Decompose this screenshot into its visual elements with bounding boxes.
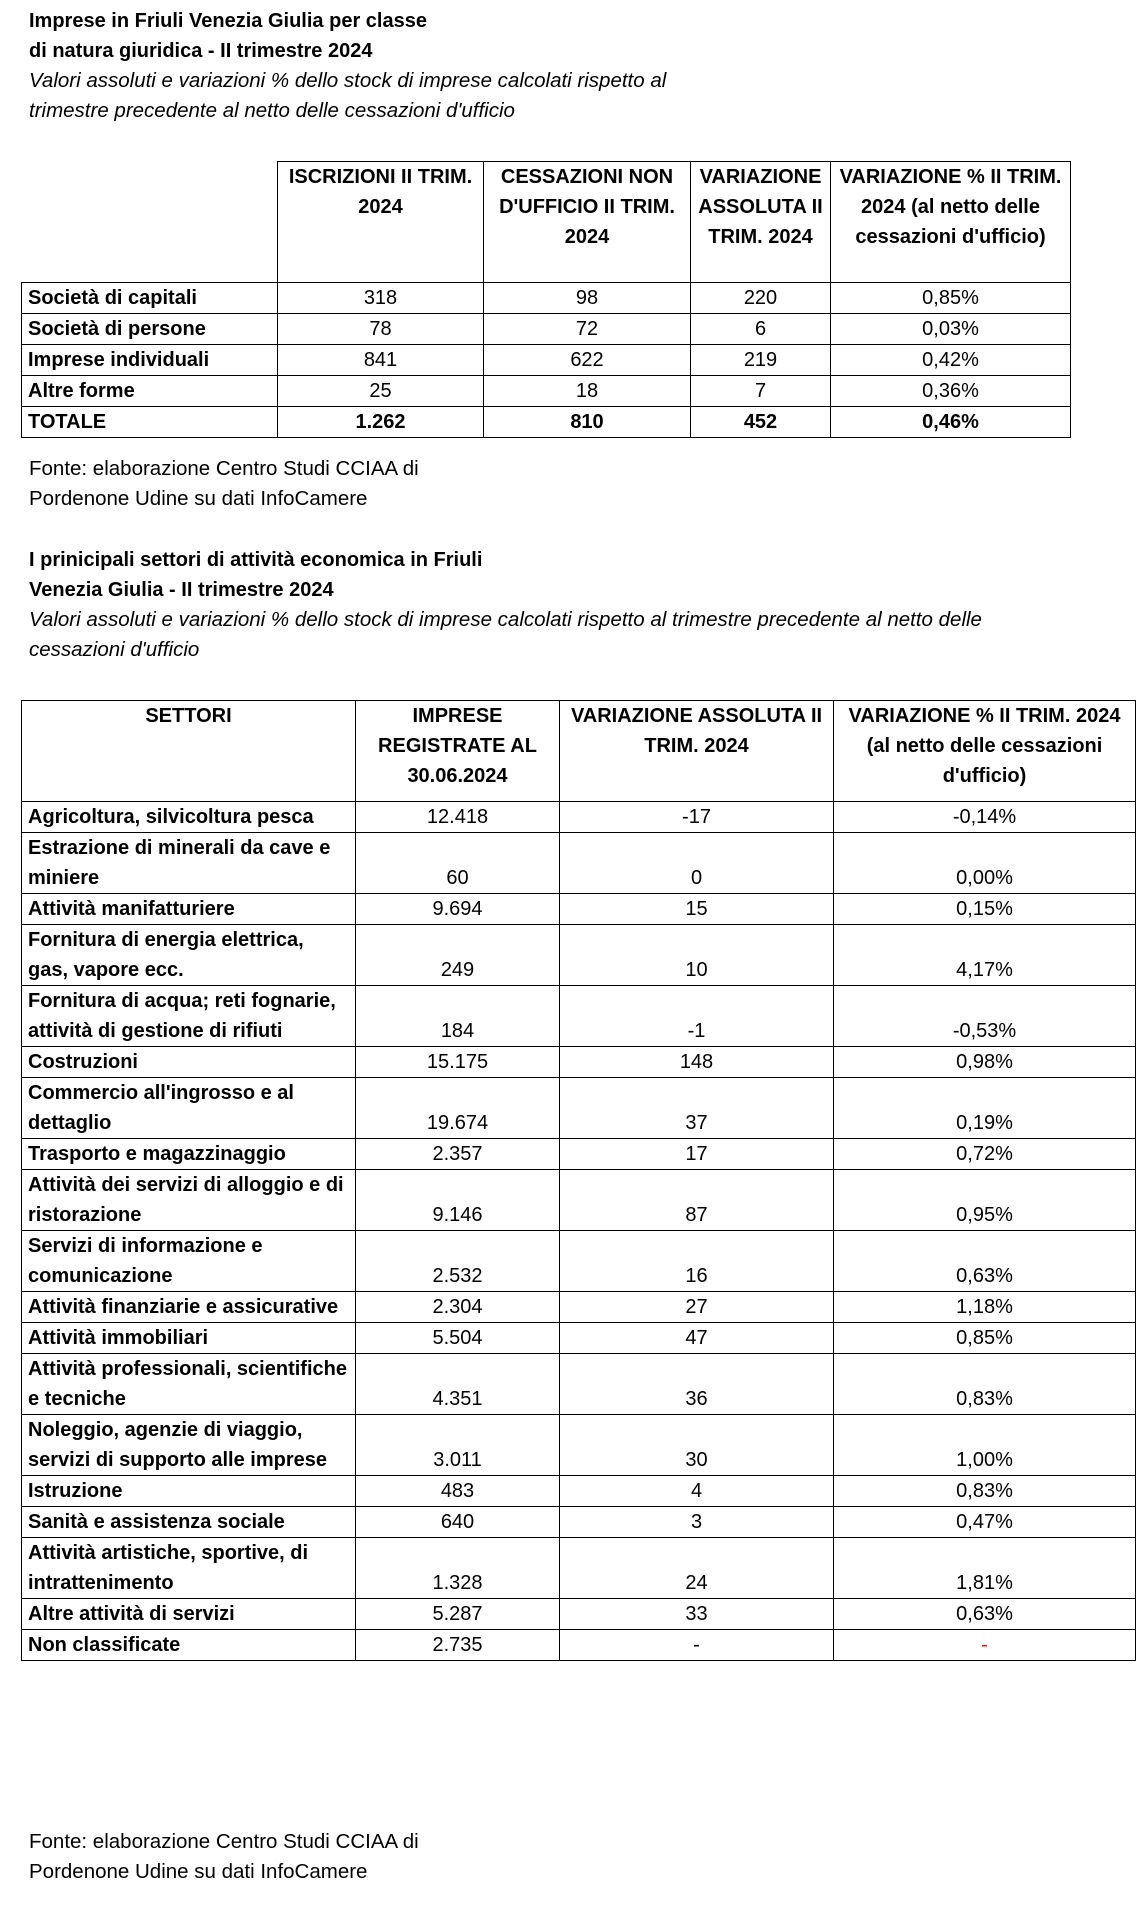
table-row — [22, 1538, 1136, 1599]
cell-variazione-assoluta: 148 — [560, 1047, 834, 1078]
table-row — [22, 925, 1136, 986]
row-label: Altre forme — [22, 376, 278, 407]
cell-cessazioni: 810 — [484, 407, 691, 438]
table-row — [22, 1476, 1136, 1507]
cell-iscrizioni: 25 — [278, 376, 484, 407]
cell-variazione-assoluta: 6 — [691, 314, 831, 345]
row-label: Istruzione — [22, 1476, 356, 1507]
cell-variazione-assoluta: 0 — [560, 833, 834, 894]
cell-imprese: 3.011 — [356, 1415, 560, 1476]
cell-imprese: 2.735 — [356, 1630, 560, 1661]
table2-title-line2: Venezia Giulia - II trimestre 2024 — [29, 579, 334, 601]
cell-variazione-percent: 0,15% — [834, 894, 1136, 925]
table-row — [22, 1231, 1136, 1292]
total-row — [22, 407, 1071, 438]
cell-imprese: 2.532 — [356, 1231, 560, 1292]
cell-variazione-assoluta: 47 — [560, 1323, 834, 1354]
header-cell-variazione-percent: VARIAZIONE % II TRIM. 2024 (al netto delle cessazioni d'ufficio) — [831, 162, 1071, 283]
row-label: Attività manifatturiere — [22, 894, 356, 925]
table-row — [22, 345, 1071, 376]
cell-variazione-percent: 0,83% — [834, 1476, 1136, 1507]
table-row — [22, 376, 1071, 407]
cell-variazione-assoluta: 219 — [691, 345, 831, 376]
cell-iscrizioni: 1.262 — [278, 407, 484, 438]
row-label: Società di persone — [22, 314, 278, 345]
cell-variazione-percent: 1,18% — [834, 1292, 1136, 1323]
cell-variazione-percent: -0,14% — [834, 802, 1136, 833]
cell-variazione-assoluta: 30 — [560, 1415, 834, 1476]
cell-cessazioni: 622 — [484, 345, 691, 376]
table-row — [22, 1047, 1136, 1078]
row-label: Servizi di informazione e comunicazione — [22, 1231, 356, 1292]
table-header-row — [22, 701, 1136, 802]
cell-variazione-assoluta: 17 — [560, 1139, 834, 1170]
table-row — [22, 833, 1136, 894]
table-row — [22, 283, 1071, 314]
table-row — [22, 1170, 1136, 1231]
cell-imprese: 9.694 — [356, 894, 560, 925]
table2-subtitle-line2: cessazioni d'ufficio — [29, 638, 200, 661]
table1-title-line1: Imprese in Friuli Venezia Giulia per classe — [29, 10, 427, 32]
cell-variazione-percent: 0,85% — [831, 283, 1071, 314]
row-label: Imprese individuali — [22, 345, 278, 376]
table-row — [22, 1292, 1136, 1323]
table1-subtitle-line2: trimestre precedente al netto delle cessazioni d'ufficio — [29, 99, 515, 122]
cell-variazione-percent: 0,85% — [834, 1323, 1136, 1354]
cell-iscrizioni: 318 — [278, 283, 484, 314]
sectors-table — [21, 700, 1136, 1661]
cell-variazione-percent: 0,46% — [831, 407, 1071, 438]
table-row — [22, 1139, 1136, 1170]
cell-variazione-percent: 0,36% — [831, 376, 1071, 407]
table-row — [22, 802, 1136, 833]
row-label: Attività dei servizi di alloggio e di ristorazione — [22, 1170, 356, 1231]
cell-imprese: 5.287 — [356, 1599, 560, 1630]
cell-variazione-percent: 1,81% — [834, 1538, 1136, 1599]
cell-variazione-assoluta: 24 — [560, 1538, 834, 1599]
cell-cessazioni: 18 — [484, 376, 691, 407]
row-label: Non classificate — [22, 1630, 356, 1661]
cell-variazione-assoluta: - — [560, 1630, 834, 1661]
cell-imprese: 60 — [356, 833, 560, 894]
cell-variazione-percent: 1,00% — [834, 1415, 1136, 1476]
cell-imprese: 1.328 — [356, 1538, 560, 1599]
cell-imprese: 249 — [356, 925, 560, 986]
row-label: Fornitura di energia elettrica, gas, vapore ecc. — [22, 925, 356, 986]
cell-cessazioni: 72 — [484, 314, 691, 345]
cell-variazione-assoluta: 4 — [560, 1476, 834, 1507]
cell-variazione-assoluta: 7 — [691, 376, 831, 407]
row-label: Trasporto e magazzinaggio — [22, 1139, 356, 1170]
header-cell-variazione-percent: VARIAZIONE % II TRIM. 2024 (al netto delle cessazioni d'ufficio) — [834, 701, 1136, 802]
cell-variazione-assoluta: 220 — [691, 283, 831, 314]
table-row — [22, 1630, 1136, 1661]
cell-variazione-percent: 0,03% — [831, 314, 1071, 345]
header-cell-cessazioni: CESSAZIONI NON D'UFFICIO II TRIM. 2024 — [484, 162, 691, 283]
cell-imprese: 12.418 — [356, 802, 560, 833]
row-label: Estrazione di minerali da cave e miniere — [22, 833, 356, 894]
cell-variazione-percent: 0,00% — [834, 833, 1136, 894]
row-label: Commercio all'ingrosso e al dettaglio — [22, 1078, 356, 1139]
cell-variazione-percent: 0,83% — [834, 1354, 1136, 1415]
cell-variazione-percent: - — [834, 1630, 1136, 1661]
cell-variazione-percent: 0,72% — [834, 1139, 1136, 1170]
legal-form-table — [21, 161, 1071, 438]
table1-subtitle-line1: Valori assoluti e variazioni % dello stock di imprese calcolati rispetto al — [29, 69, 667, 92]
cell-variazione-assoluta: 36 — [560, 1354, 834, 1415]
row-label: Attività finanziarie e assicurative — [22, 1292, 356, 1323]
cell-variazione-assoluta: 33 — [560, 1599, 834, 1630]
cell-variazione-assoluta: 37 — [560, 1078, 834, 1139]
cell-variazione-assoluta: 16 — [560, 1231, 834, 1292]
cell-variazione-percent: -0,53% — [834, 986, 1136, 1047]
table2-subtitle-line1: Valori assoluti e variazioni % dello stock di imprese calcolati rispetto al trimestre precedente al netto delle — [29, 608, 982, 631]
row-label: Fornitura di acqua; reti fognarie, attività di gestione di rifiuti — [22, 986, 356, 1047]
cell-imprese: 2.304 — [356, 1292, 560, 1323]
cell-imprese: 19.674 — [356, 1078, 560, 1139]
cell-variazione-assoluta: 3 — [560, 1507, 834, 1538]
table-header-row — [22, 162, 1071, 283]
table-row — [22, 894, 1136, 925]
cell-variazione-assoluta: -1 — [560, 986, 834, 1047]
row-label: Agricoltura, silvicoltura pesca — [22, 802, 356, 833]
cell-variazione-assoluta: 87 — [560, 1170, 834, 1231]
table-row — [22, 1415, 1136, 1476]
cell-imprese: 5.504 — [356, 1323, 560, 1354]
cell-imprese: 640 — [356, 1507, 560, 1538]
header-cell-variazione-assoluta: VARIAZIONE ASSOLUTA II TRIM. 2024 — [560, 701, 834, 802]
cell-imprese: 2.357 — [356, 1139, 560, 1170]
header-cell-empty — [22, 162, 278, 283]
cell-cessazioni: 98 — [484, 283, 691, 314]
table2-source-line2: Pordenone Udine su dati InfoCamere — [29, 1860, 368, 1883]
cell-imprese: 15.175 — [356, 1047, 560, 1078]
row-label: Sanità e assistenza sociale — [22, 1507, 356, 1538]
header-cell-imprese-registrate: IMPRESE REGISTRATE AL 30.06.2024 — [356, 701, 560, 802]
cell-variazione-assoluta: 15 — [560, 894, 834, 925]
table-row — [22, 1507, 1136, 1538]
table2-title-line1: I prinicipali settori di attività economica in Friuli — [29, 549, 483, 571]
cell-variazione-percent: 0,95% — [834, 1170, 1136, 1231]
row-label: Attività professionali, scientifiche e tecniche — [22, 1354, 356, 1415]
row-label: Altre attività di servizi — [22, 1599, 356, 1630]
row-label: Noleggio, agenzie di viaggio, servizi di supporto alle imprese — [22, 1415, 356, 1476]
cell-variazione-percent: 0,19% — [834, 1078, 1136, 1139]
header-cell-variazione-assoluta: VARIAZIONE ASSOLUTA II TRIM. 2024 — [691, 162, 831, 283]
cell-iscrizioni: 78 — [278, 314, 484, 345]
table-row — [22, 314, 1071, 345]
row-label: Attività immobiliari — [22, 1323, 356, 1354]
cell-variazione-assoluta: 27 — [560, 1292, 834, 1323]
table-row — [22, 1599, 1136, 1630]
row-label: TOTALE — [22, 407, 278, 438]
row-label: Attività artistiche, sportive, di intrattenimento — [22, 1538, 356, 1599]
cell-imprese: 4.351 — [356, 1354, 560, 1415]
cell-variazione-percent: 0,42% — [831, 345, 1071, 376]
cell-variazione-percent: 0,47% — [834, 1507, 1136, 1538]
cell-variazione-percent: 0,63% — [834, 1231, 1136, 1292]
cell-variazione-percent: 4,17% — [834, 925, 1136, 986]
table-row — [22, 1323, 1136, 1354]
cell-imprese: 184 — [356, 986, 560, 1047]
cell-imprese: 483 — [356, 1476, 560, 1507]
cell-imprese: 9.146 — [356, 1170, 560, 1231]
table1-title-line2: di natura giuridica - II trimestre 2024 — [29, 40, 373, 62]
header-cell-settori: SETTORI — [22, 701, 356, 802]
cell-iscrizioni: 841 — [278, 345, 484, 376]
table-row — [22, 1078, 1136, 1139]
table2-source-line1: Fonte: elaborazione Centro Studi CCIAA di — [29, 1830, 419, 1853]
cell-variazione-assoluta: 452 — [691, 407, 831, 438]
table1-source-line2: Pordenone Udine su dati InfoCamere — [29, 487, 368, 510]
header-cell-iscrizioni: ISCRIZIONI II TRIM. 2024 — [278, 162, 484, 283]
cell-variazione-percent: 0,98% — [834, 1047, 1136, 1078]
cell-variazione-percent: 0,63% — [834, 1599, 1136, 1630]
table1-source-line1: Fonte: elaborazione Centro Studi CCIAA di — [29, 457, 419, 480]
table-row — [22, 986, 1136, 1047]
row-label: Costruzioni — [22, 1047, 356, 1078]
cell-variazione-assoluta: -17 — [560, 802, 834, 833]
table-row — [22, 1354, 1136, 1415]
cell-variazione-assoluta: 10 — [560, 925, 834, 986]
row-label: Società di capitali — [22, 283, 278, 314]
